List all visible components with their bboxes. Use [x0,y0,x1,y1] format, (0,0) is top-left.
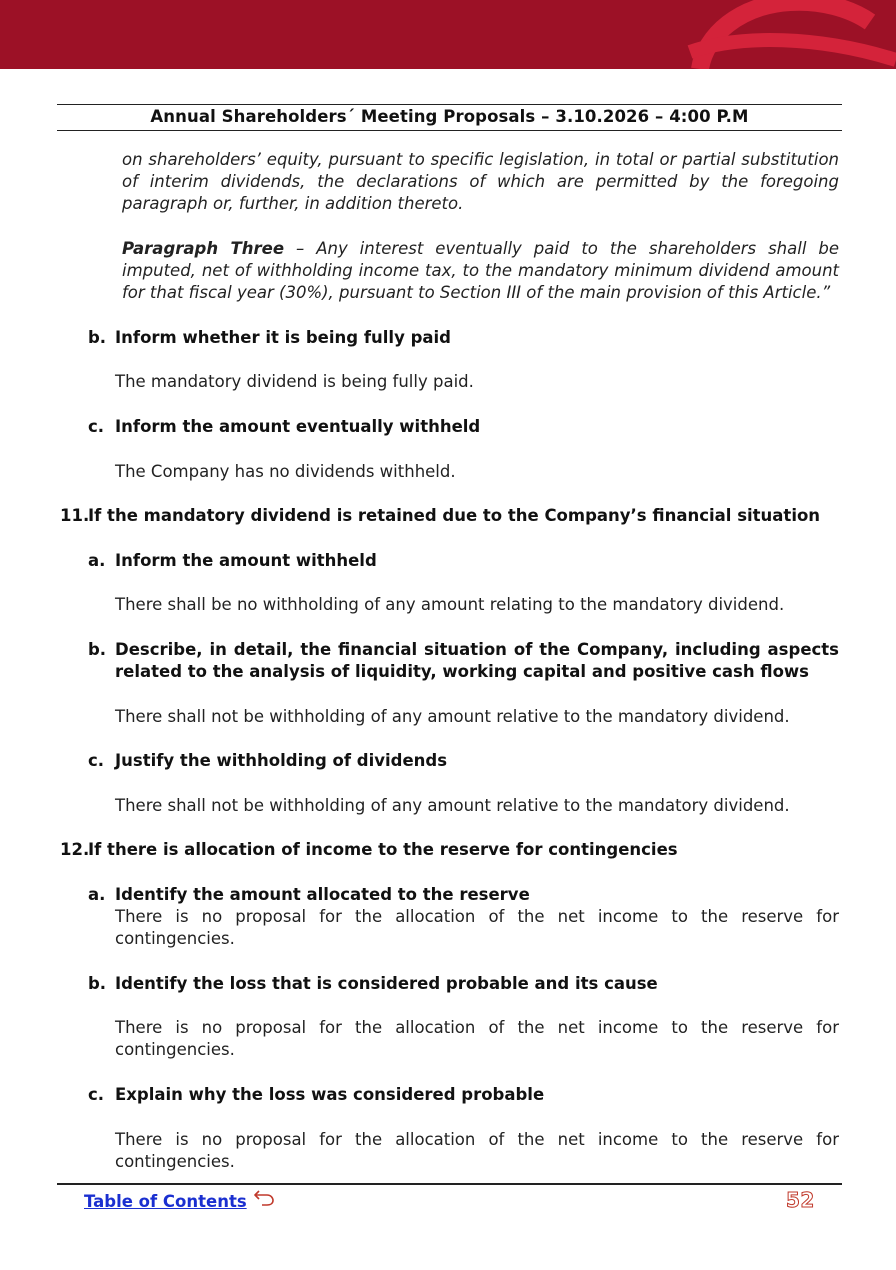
header-rule-top [57,104,842,105]
section-11c-heading [88,750,839,772]
item-label: b. [88,974,107,993]
footer-rule [57,1183,842,1185]
section-11a-answer: There shall be no withholding of any amount relating to the mandatory dividend. [115,595,785,614]
section-11-heading [60,505,839,527]
quote-continuation: on shareholders’ equity, pursuant to specific legislation, in total or partial substitution of interim dividends, the declarations of which are permitted by the foregoing paragraph or, further, in addition thereto. [122,150,839,213]
header-rule-bottom [57,130,842,131]
section-11b-answer: There shall not be withholding of any amount relative to the mandatory dividend. [115,707,790,726]
section-11c-answer: There shall not be withholding of any amount relative to the mandatory dividend. [115,796,790,815]
section-10b-answer: The mandatory dividend is being fully paid. [115,372,474,391]
section-10b-heading [88,327,839,349]
section-10c-answer: The Company has no dividends withheld. [115,462,456,481]
paragraph-three-text: – Any interest eventually paid to the shareholders shall be imputed, net of withholding income tax, to the mandatory minimum dividend amount for that fiscal year (30%), pursuant to Section III of the main provision of this Article.” [122,239,839,302]
item-label: b. [88,328,107,347]
section-title: If there is allocation of income to the reserve for contingencies [88,840,678,859]
item-title: Inform whether it is being fully paid [115,328,451,347]
section-number: 11. [60,506,90,525]
item-title: Inform the amount eventually withheld [115,417,481,436]
table-of-contents-link[interactable]: Table of Contents [84,1192,247,1211]
paragraph-three-label: Paragraph Three [122,239,285,258]
item-label: b. [88,640,107,659]
section-11b-heading [88,639,839,683]
section-12b-answer: There is no proposal for the allocation of the net income to the reserve for contingencies. [115,1018,839,1059]
item-title: Explain why the loss was considered probable [115,1085,545,1104]
quote-paragraph-three [122,238,839,304]
item-label: c. [88,751,105,770]
section-12c-heading [88,1084,839,1106]
section-12b-heading [88,973,839,995]
top-banner [0,0,896,69]
item-title: Identify the amount allocated to the reserve [115,885,530,904]
item-title: Justify the withholding of dividends [115,751,448,770]
item-label: c. [88,1085,105,1104]
section-11a-heading [88,550,839,572]
section-12-heading [60,839,839,861]
section-10c-heading [88,416,839,438]
section-12a-heading [88,884,839,906]
return-arrow-icon[interactable] [253,1187,275,1207]
item-label: a. [88,885,106,904]
item-title: Identify the loss that is considered probable and its cause [115,974,658,993]
page-header-title: Annual Shareholders´ Meeting Proposals – 3.10.2026 – 4:00 P.M [150,107,749,126]
section-12c-answer: There is no proposal for the allocation of the net income to the reserve for contingencies. [115,1130,839,1171]
item-title: Describe, in detail, the financial situation of the Company, including aspects related to the analysis of liquidity, working capital and positive cash flows [115,640,839,681]
item-title: Inform the amount withheld [115,551,377,570]
item-label: c. [88,417,105,436]
page-number: 52 [786,1188,815,1212]
brand-swoosh-icon [0,0,896,69]
item-label: a. [88,551,106,570]
section-title: If the mandatory dividend is retained due to the Company’s financial situation [88,506,821,525]
section-number: 12. [60,840,90,859]
section-12a-answer: There is no proposal for the allocation of the net income to the reserve for contingencies. [115,907,839,948]
